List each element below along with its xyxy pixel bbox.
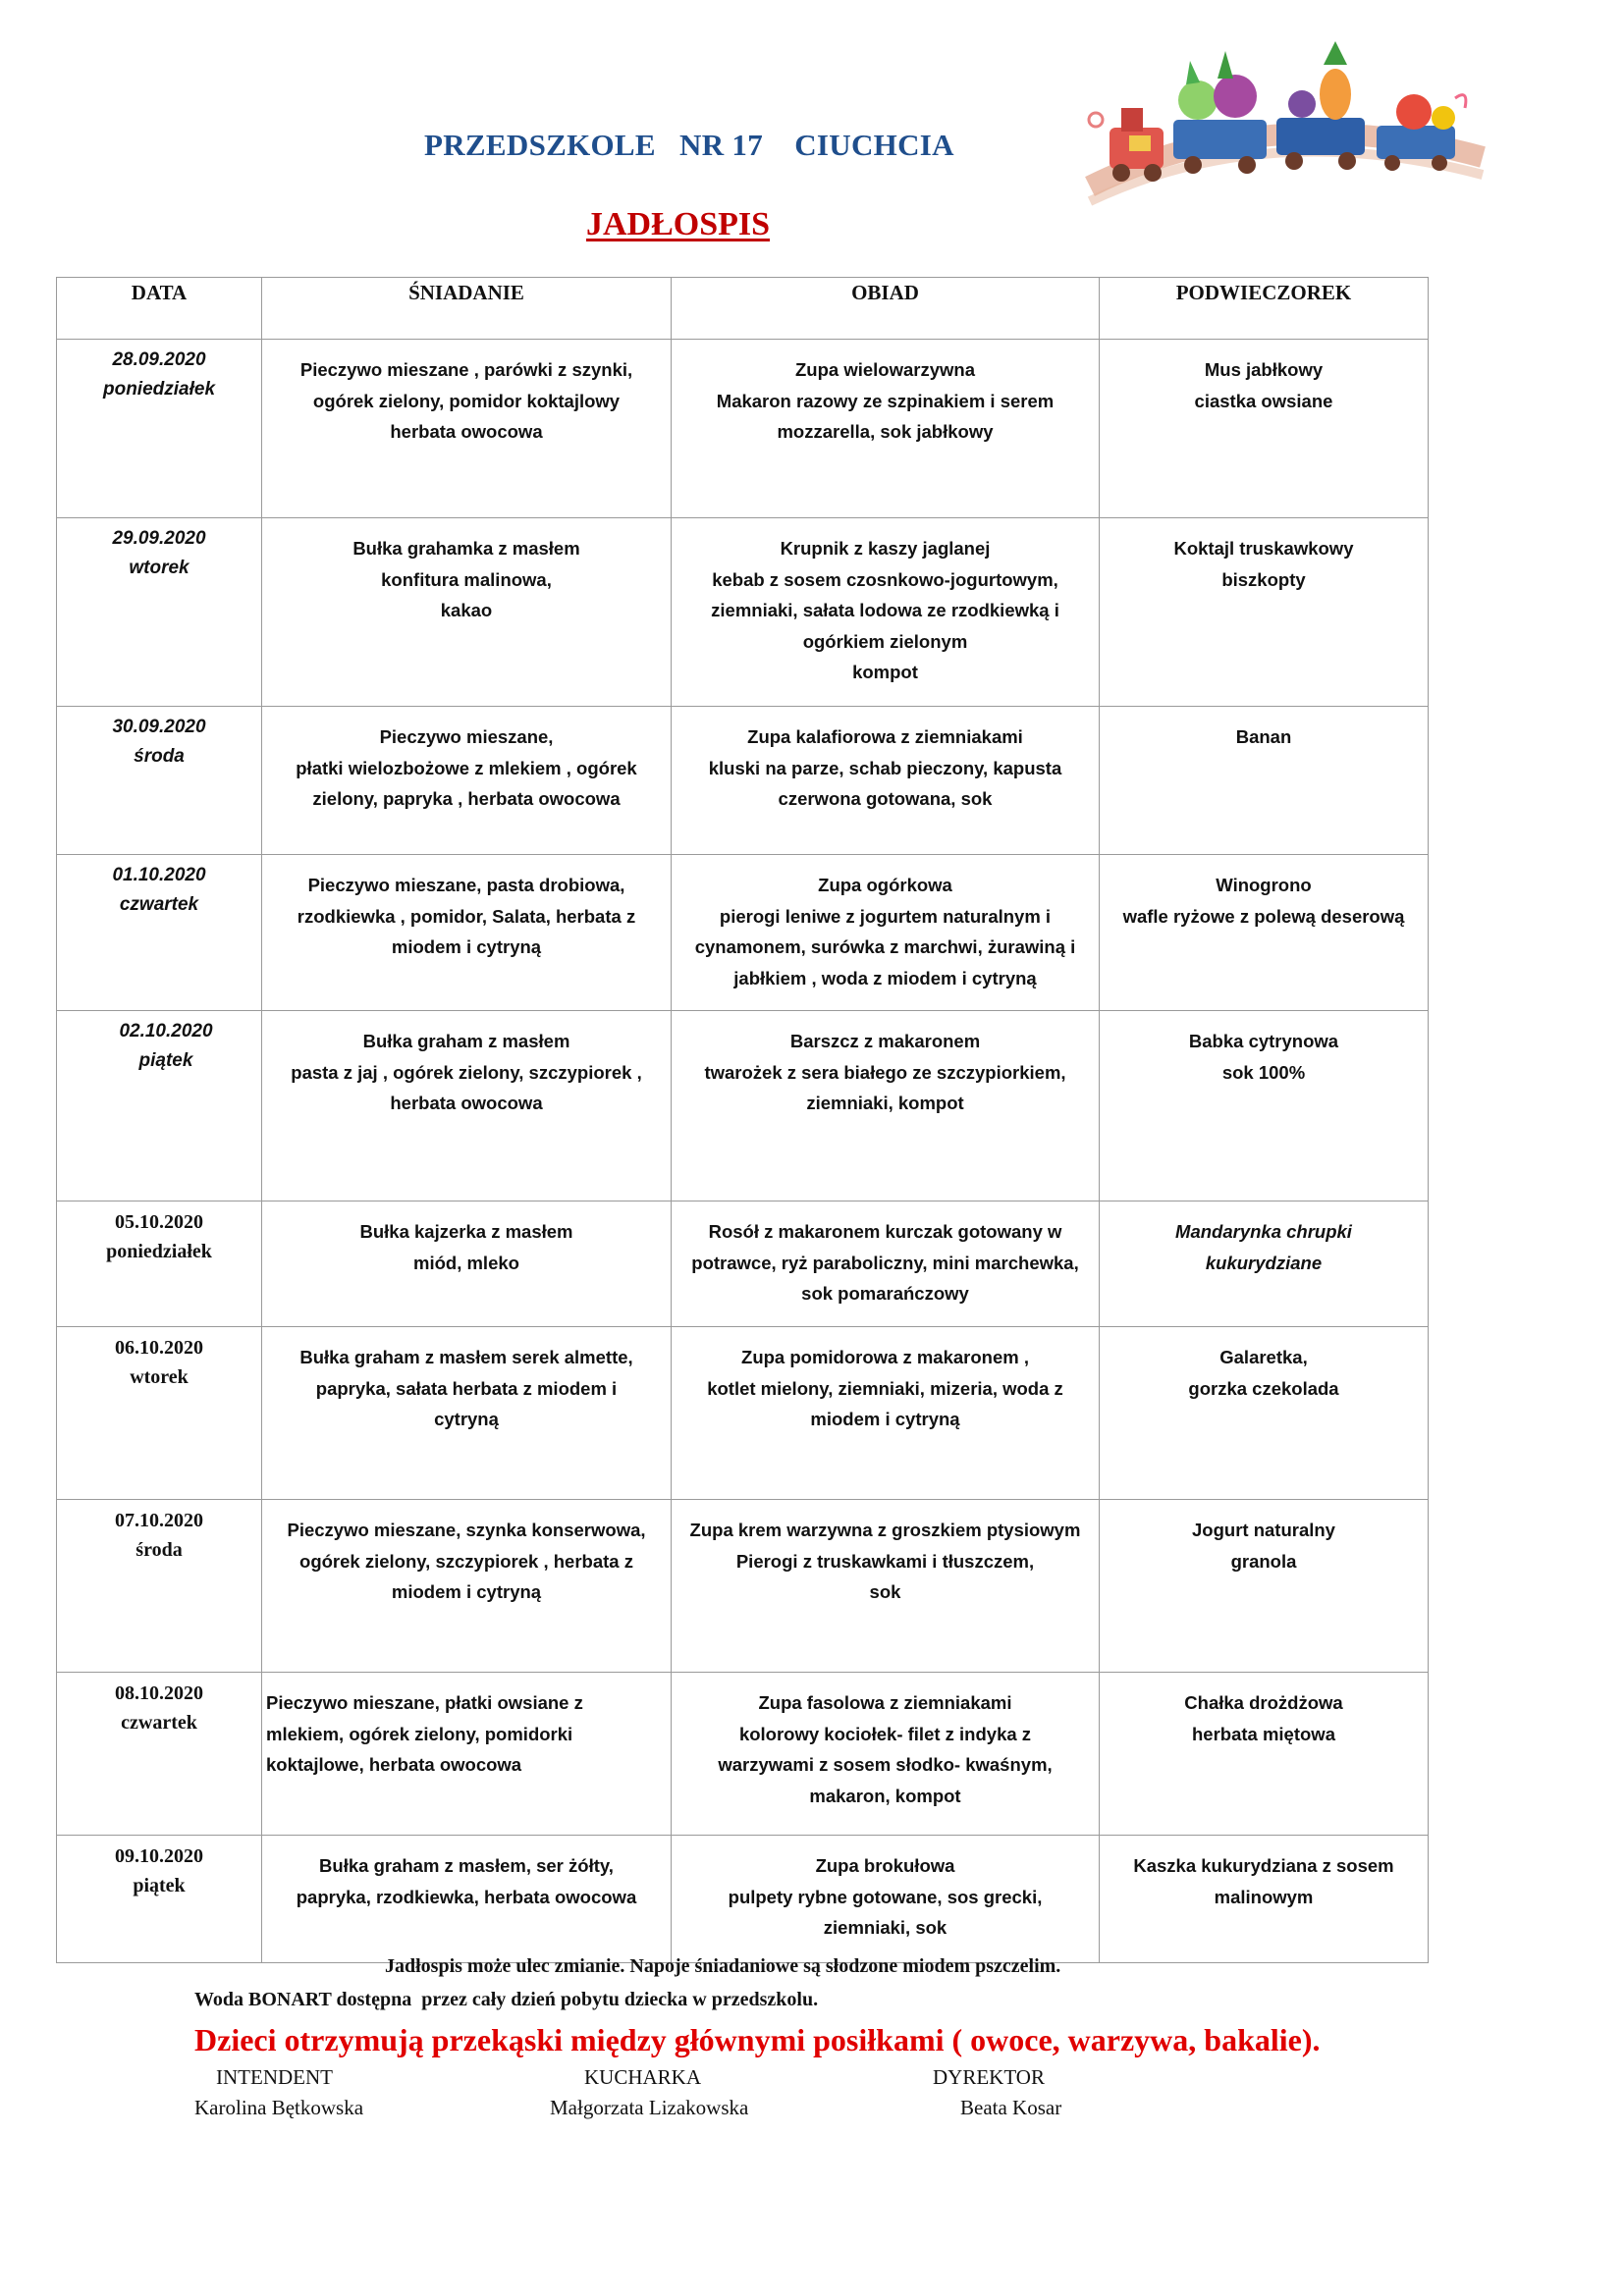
table-header-row: [57, 278, 1429, 340]
breakfast-cell: Pieczywo mieszane, płatki owsiane z mlekiem, ogórek zielony, pomidorki koktajlowe, herbata owocowa: [262, 1673, 672, 1836]
table-row: [57, 1673, 1429, 1836]
table-row: [57, 1201, 1429, 1327]
lunch-cell: Krupnik z kaszy jaglanej kebab z sosem czosnkowo-jogurtowym, ziemniaki, sałata lodowa ze rzodkiewką i ogórkiem zielonym kompot: [672, 518, 1100, 707]
table-row: [57, 1327, 1429, 1500]
breakfast-cell: Bułka graham z masłem serek almette, papryka, sałata herbata z miodem i cytryną: [262, 1327, 672, 1500]
lunch-cell: Rosół z makaronem kurczak gotowany w potrawce, ryż paraboliczny, mini marchewka, sok pomarańczowy: [672, 1201, 1100, 1327]
signature-role: DYREKTOR: [933, 2065, 1045, 2089]
header-date: DATA: [57, 278, 262, 340]
header-breakfast: ŚNIADANIE: [262, 278, 672, 340]
note-water: Woda BONART dostępna przez cały dzień pobytu dziecka w przedszkolu.: [194, 1989, 819, 2010]
snack-cell: Koktajl truskawkowy biszkopty: [1100, 518, 1429, 707]
breakfast-cell: Pieczywo mieszane, pasta drobiowa, rzodkiewka , pomidor, Salata, herbata z miodem i cytryną: [262, 855, 672, 1011]
date-cell: 28.09.2020 poniedziałek: [57, 340, 262, 518]
breakfast-cell: Bułka graham z masłem pasta z jaj , ogórek zielony, szczypiorek , herbata owocowa: [262, 1011, 672, 1201]
snack-cell: Mus jabłkowy ciastka owsiane: [1100, 340, 1429, 518]
lunch-cell: Barszcz z makaronem twarożek z sera białego ze szczypiorkiem, ziemniaki, kompot: [672, 1011, 1100, 1201]
table-row: [57, 1011, 1429, 1201]
table-row: [57, 1500, 1429, 1673]
snack-cell: Jogurt naturalny granola: [1100, 1500, 1429, 1673]
signature-role: KUCHARKA: [584, 2065, 702, 2089]
lunch-cell: Zupa kalafiorowa z ziemniakami kluski na parze, schab pieczony, kapusta czerwona gotowana, sok: [672, 707, 1100, 855]
snack-cell: Banan: [1100, 707, 1429, 855]
menu-title: JADŁOSPIS: [586, 206, 771, 242]
table-row: [57, 707, 1429, 855]
breakfast-cell: Bułka graham z masłem, ser żółty, papryka, rzodkiewka, herbata owocowa: [262, 1836, 672, 1963]
lunch-cell: Zupa fasolowa z ziemniakami kolorowy kociołek- filet z indyka z warzywami z sosem słodko- kwaśnym, makaron, kompot: [672, 1673, 1100, 1836]
lunch-cell: Zupa pomidorowa z makaronem , kotlet mielony, ziemniaki, mizeria, woda z miodem i cytryną: [672, 1327, 1100, 1500]
menu-table: [56, 277, 1429, 1963]
snack-cell: Galaretka, gorzka czekolada: [1100, 1327, 1429, 1500]
table-row: [57, 855, 1429, 1011]
date-cell: 30.09.2020 środa: [57, 707, 262, 855]
vegetable-train-illustration: [1070, 39, 1492, 221]
note-menu-change: Jadłospis może ulec zmianie. Napoje śniadaniowe są słodzone miodem pszczelim.: [385, 1955, 1061, 1977]
snack-cell: Winogrono wafle ryżowe z polewą deserową: [1100, 855, 1429, 1011]
table-row: [57, 1836, 1429, 1963]
note-snacks: Dzieci otrzymują przekąski między głównymi posiłkami ( owoce, warzywa, bakalie).: [194, 2022, 1321, 2057]
snack-cell: Babka cytrynowa sok 100%: [1100, 1011, 1429, 1201]
signature-role: INTENDENT: [216, 2065, 333, 2089]
signature-name: Beata Kosar: [960, 2096, 1062, 2119]
date-cell: 07.10.2020 środa: [57, 1500, 262, 1673]
date-cell: 29.09.2020 wtorek: [57, 518, 262, 707]
date-cell: 06.10.2020 wtorek: [57, 1327, 262, 1500]
breakfast-cell: Pieczywo mieszane , parówki z szynki, ogórek zielony, pomidor koktajlowy herbata owocowa: [262, 340, 672, 518]
lunch-cell: Zupa krem warzywna z groszkiem ptysiowym Pierogi z truskawkami i tłuszczem, sok: [672, 1500, 1100, 1673]
lunch-cell: Zupa wielowarzywna Makaron razowy ze szpinakiem i serem mozzarella, sok jabłkowy: [672, 340, 1100, 518]
signature-name: Karolina Bętkowska: [194, 2096, 364, 2119]
breakfast-cell: Bułka grahamka z masłem konfitura malinowa, kakao: [262, 518, 672, 707]
breakfast-cell: Bułka kajzerka z masłem miód, mleko: [262, 1201, 672, 1327]
date-cell: 05.10.2020 poniedziałek: [57, 1201, 262, 1327]
date-cell: 08.10.2020 czwartek: [57, 1673, 262, 1836]
snack-cell: Chałka drożdżowa herbata miętowa: [1100, 1673, 1429, 1836]
snack-cell: Mandarynka chrupki kukurydziane: [1100, 1201, 1429, 1327]
header-snack: PODWIECZOREK: [1100, 278, 1429, 340]
breakfast-cell: Pieczywo mieszane, szynka konserwowa, ogórek zielony, szczypiorek , herbata z miodem i cytryną: [262, 1500, 672, 1673]
date-cell: 02.10.2020 piątek: [57, 1011, 262, 1201]
signature-name: Małgorzata Lizakowska: [550, 2096, 749, 2119]
snack-cell: Kaszka kukurydziana z sosem malinowym: [1100, 1836, 1429, 1963]
school-title: PRZEDSZKOLE NR 17 CIUCHCIA: [424, 128, 954, 162]
date-cell: 01.10.2020 czwartek: [57, 855, 262, 1011]
lunch-cell: Zupa brokułowa pulpety rybne gotowane, sos grecki, ziemniaki, sok: [672, 1836, 1100, 1963]
date-cell: 09.10.2020 piątek: [57, 1836, 262, 1963]
breakfast-cell: Pieczywo mieszane, płatki wielozbożowe z mlekiem , ogórek zielony, papryka , herbata owocowa: [262, 707, 672, 855]
table-row: [57, 340, 1429, 518]
table-row: [57, 518, 1429, 707]
lunch-cell: Zupa ogórkowa pierogi leniwe z jogurtem naturalnym i cynamonem, surówka z marchwi, żurawiną i jabłkiem , woda z miodem i cytryną: [672, 855, 1100, 1011]
header-lunch: OBIAD: [672, 278, 1100, 340]
